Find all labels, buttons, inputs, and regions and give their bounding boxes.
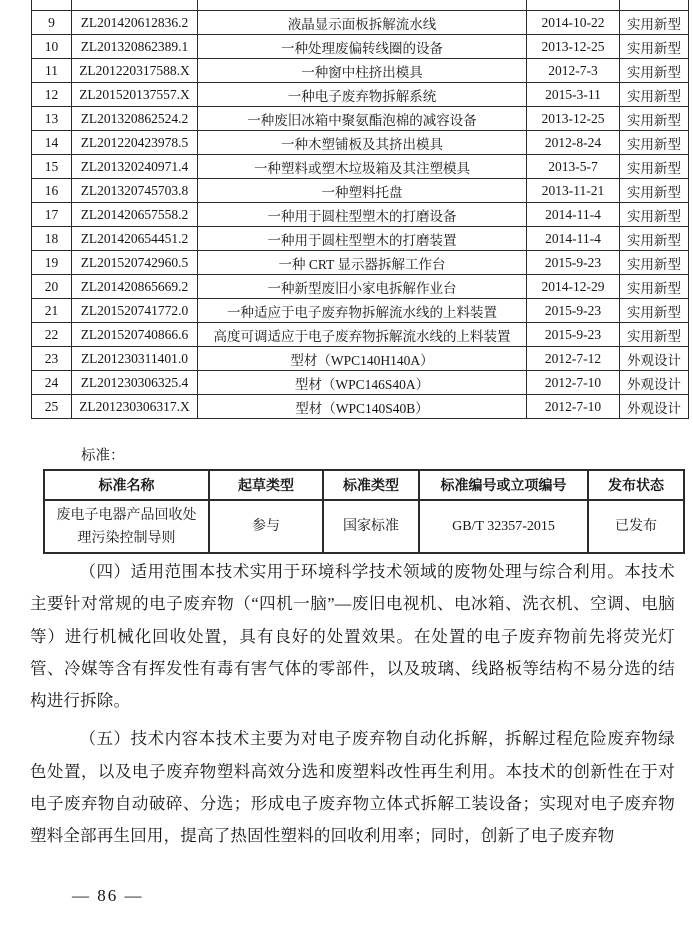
cell-patent-number: ZL201520741772.0 [72, 299, 198, 323]
cell-patent-number: ZL201520740866.6 [72, 323, 198, 347]
body-text [30, 556, 675, 859]
cell-row-number: 11 [32, 59, 72, 83]
standards-header-row [44, 470, 684, 500]
cell-row-number: 24 [32, 371, 72, 395]
cell-patent-type: 实用新型 [620, 251, 689, 275]
standards-table [43, 469, 685, 554]
cell-patent-type: 实用新型 [620, 107, 689, 131]
cell-empty [527, 0, 620, 11]
paragraph-technical-content: （五）技术内容本技术主要为对电子废弃物自动化拆解，拆解过程危险废弃物绿色处置，以及电子废弃物塑料高效分选和废塑料改性再生利用。本技术的创新性在于对电子废弃物自动破碎、分选；形成电子废弃物立体式拆解工装设备；实现对电子废弃物塑料全部再生回用，提高了热固性塑料的回收利用率；同时，创新了电子废弃物 [30, 729, 675, 846]
cell-row-number: 17 [32, 203, 72, 227]
header-draft-type: 起草类型 [209, 470, 323, 500]
table-row [32, 251, 689, 275]
cell-patent-date: 2013-12-25 [527, 107, 620, 131]
cell-patent-title: 液晶显示面板拆解流水线 [198, 11, 527, 35]
cell-empty [32, 0, 72, 11]
cell-patent-title: 一种废旧冰箱中聚氨酯泡棉的减容设备 [198, 107, 527, 131]
cell-standard-type: 国家标准 [323, 500, 419, 553]
cell-patent-type: 实用新型 [620, 203, 689, 227]
cell-patent-title: 一种塑料托盘 [198, 179, 527, 203]
cell-patent-date: 2014-12-29 [527, 275, 620, 299]
cell-row-number: 25 [32, 395, 72, 419]
table-row [32, 227, 689, 251]
cell-patent-title: 一种木塑铺板及其挤出模具 [198, 131, 527, 155]
cell-patent-date: 2012-8-24 [527, 131, 620, 155]
cell-empty [72, 0, 198, 11]
table-row [32, 275, 689, 299]
cell-patent-title: 一种新型废旧小家电拆解作业台 [198, 275, 527, 299]
cell-patent-number: ZL201420654451.2 [72, 227, 198, 251]
cell-patent-date: 2013-12-25 [527, 35, 620, 59]
cell-patent-title: 型材（WPC140H140A） [198, 347, 527, 371]
table-row [32, 155, 689, 179]
cell-patent-type: 实用新型 [620, 155, 689, 179]
cell-patent-number: ZL201230306325.4 [72, 371, 198, 395]
header-standard-name: 标准名称 [44, 470, 209, 500]
cell-patent-type: 实用新型 [620, 59, 689, 83]
cell-patent-type: 实用新型 [620, 35, 689, 59]
cell-patent-number: ZL201320862389.1 [72, 35, 198, 59]
cell-patent-number: ZL201520742960.5 [72, 251, 198, 275]
table-row [32, 179, 689, 203]
standards-data-row [44, 500, 684, 553]
cell-row-number: 14 [32, 131, 72, 155]
cell-patent-title: 一种 CRT 显示器拆解工作台 [198, 251, 527, 275]
cell-patent-title: 高度可调适应于电子废弃物拆解流水线的上料装置 [198, 323, 527, 347]
cell-patent-date: 2015-9-23 [527, 323, 620, 347]
table-row [32, 299, 689, 323]
cell-row-number: 23 [32, 347, 72, 371]
cell-patent-number: ZL201220317588.X [72, 59, 198, 83]
cell-patent-title: 一种适应于电子废弃物拆解流水线的上料装置 [198, 299, 527, 323]
cell-patent-title: 一种处理废偏转线圈的设备 [198, 35, 527, 59]
cell-patent-type: 实用新型 [620, 227, 689, 251]
table-row-cropped [32, 0, 689, 11]
cell-patent-number: ZL201520137557.X [72, 83, 198, 107]
cell-patent-title: 型材（WPC140S40B） [198, 395, 527, 419]
cell-patent-type: 实用新型 [620, 299, 689, 323]
cell-patent-date: 2012-7-12 [527, 347, 620, 371]
cell-row-number: 9 [32, 11, 72, 35]
standards-section-label: 标准： [81, 448, 125, 464]
cell-row-number: 10 [32, 35, 72, 59]
cell-row-number: 12 [32, 83, 72, 107]
cell-empty [198, 0, 527, 11]
cell-patent-date: 2012-7-3 [527, 59, 620, 83]
table-row [32, 83, 689, 107]
cell-patent-type: 实用新型 [620, 83, 689, 107]
cell-patent-type: 外观设计 [620, 371, 689, 395]
cell-patent-number: ZL201320240971.4 [72, 155, 198, 179]
cell-patent-number: ZL201320862524.2 [72, 107, 198, 131]
cell-row-number: 15 [32, 155, 72, 179]
table-row [32, 323, 689, 347]
cell-standard-number: GB/T 32357-2015 [419, 500, 588, 553]
cell-patent-type: 实用新型 [620, 179, 689, 203]
cell-empty [620, 0, 689, 11]
table-row [32, 35, 689, 59]
cell-patent-type: 实用新型 [620, 323, 689, 347]
patent-table-body [32, 0, 689, 419]
cell-patent-type: 实用新型 [620, 131, 689, 155]
cell-patent-type: 实用新型 [620, 11, 689, 35]
table-row [32, 203, 689, 227]
cell-standard-name: 废电子电器产品回收处理污染控制导则 [44, 500, 209, 553]
cell-patent-title: 一种用于圆柱型塑木的打磨装置 [198, 227, 527, 251]
cell-patent-date: 2013-5-7 [527, 155, 620, 179]
cell-row-number: 13 [32, 107, 72, 131]
cell-patent-date: 2014-11-4 [527, 227, 620, 251]
cell-patent-number: ZL201420612836.2 [72, 11, 198, 35]
cell-patent-title: 一种塑料或塑木垃圾箱及其注塑模具 [198, 155, 527, 179]
cell-patent-number: ZL201420657558.2 [72, 203, 198, 227]
cell-publish-status: 已发布 [588, 500, 684, 553]
table-row [32, 131, 689, 155]
paragraph-scope-of-application: （四）适用范围本技术实用于环境科学技术领域的废物处理与综合利用。本技术主要针对常规的电子废弃物（“四机一脑”—废旧电视机、电冰箱、洗衣机、空调、电脑等）进行机械化回收处置，具有良好的处置效果。在处置的电子废弃物前先将荧光灯管、冷媒等含有挥发性有毒有害气体的零部件，以及玻璃、线路板等结构不易分选的结构进行拆除。 [30, 562, 675, 711]
cell-row-number: 18 [32, 227, 72, 251]
cell-patent-date: 2014-10-22 [527, 11, 620, 35]
cell-draft-type: 参与 [209, 500, 323, 553]
cell-row-number: 21 [32, 299, 72, 323]
cell-patent-title: 一种电子废弃物拆解系统 [198, 83, 527, 107]
cell-row-number: 20 [32, 275, 72, 299]
cell-patent-date: 2012-7-10 [527, 371, 620, 395]
cell-patent-date: 2012-7-10 [527, 395, 620, 419]
header-standard-type: 标准类型 [323, 470, 419, 500]
cell-patent-type: 外观设计 [620, 395, 689, 419]
table-row [32, 59, 689, 83]
cell-patent-date: 2015-9-23 [527, 299, 620, 323]
table-row [32, 107, 689, 131]
table-row [32, 11, 689, 35]
cell-patent-date: 2015-9-23 [527, 251, 620, 275]
cell-patent-title: 型材（WPC146S40A） [198, 371, 527, 395]
cell-patent-number: ZL201420865669.2 [72, 275, 198, 299]
cell-patent-date: 2014-11-4 [527, 203, 620, 227]
table-row [32, 371, 689, 395]
cell-patent-number: ZL201230311401.0 [72, 347, 198, 371]
table-row [32, 347, 689, 371]
cell-patent-number: ZL201320745703.8 [72, 179, 198, 203]
cell-row-number: 19 [32, 251, 72, 275]
cell-patent-number: ZL201220423978.5 [72, 131, 198, 155]
cell-patent-type: 实用新型 [620, 275, 689, 299]
page-number: — 86 — [72, 886, 144, 905]
cell-patent-number: ZL201230306317.X [72, 395, 198, 419]
cell-patent-date: 2013-11-21 [527, 179, 620, 203]
cell-row-number: 16 [32, 179, 72, 203]
header-standard-number: 标准编号或立项编号 [419, 470, 588, 500]
cell-patent-title: 一种用于圆柱型塑木的打磨设备 [198, 203, 527, 227]
cell-patent-type: 外观设计 [620, 347, 689, 371]
cell-patent-date: 2015-3-11 [527, 83, 620, 107]
cell-row-number: 22 [32, 323, 72, 347]
header-publish-status: 发布状态 [588, 470, 684, 500]
cell-patent-title: 一种窗中柱挤出模具 [198, 59, 527, 83]
table-row [32, 395, 689, 419]
patent-table [31, 0, 689, 419]
